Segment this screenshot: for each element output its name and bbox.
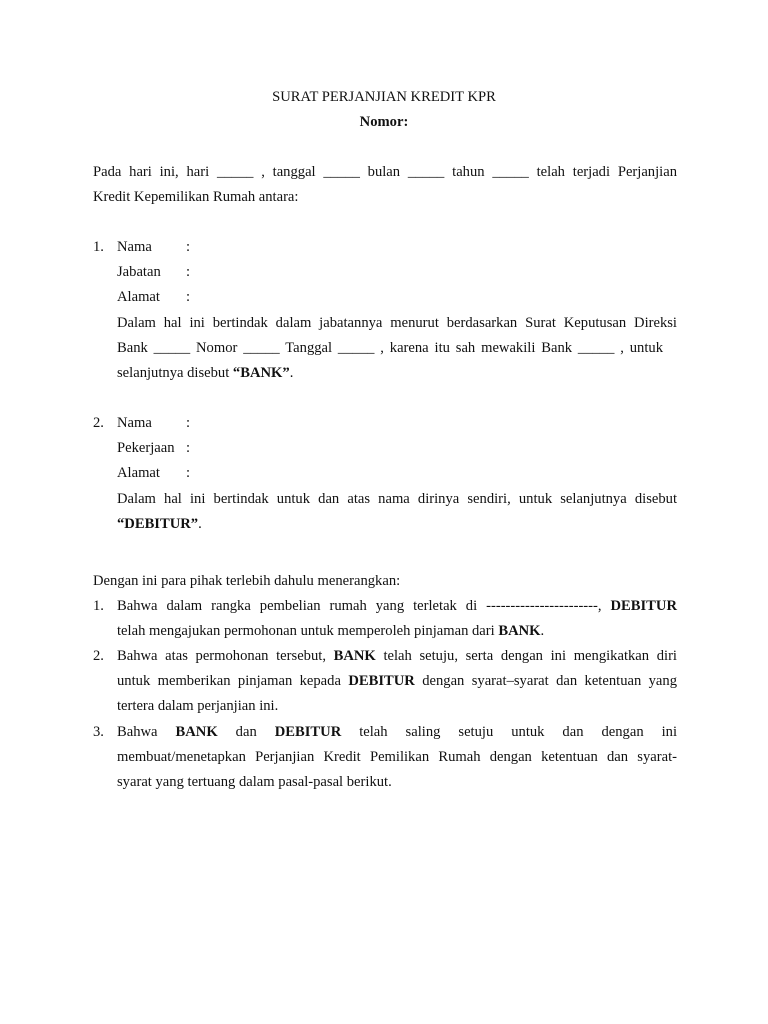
party1-nama-label: Nama <box>117 239 152 255</box>
debitur-term: “DEBITUR” <box>117 516 199 532</box>
party1-text-line-1: Dalam hal ini bertindak dalam jabatannya menurut berdasarkan Surat Keputusan Direksi <box>117 315 677 331</box>
document-title: SURAT PERJANJIAN KREDIT KPR <box>272 89 496 105</box>
item1-line-1: Bahwa dalam rangka pembelian rumah yang terletak di -----------------------, DEBITUR <box>117 598 677 614</box>
party1-number: 1. <box>93 239 104 255</box>
item1-line-2: telah mengajukan permohonan untuk memperoleh pinjaman dari BANK. <box>117 623 545 639</box>
party2-text-line-1: Dalam hal ini bertindak untuk dan atas nama dirinya sendiri, untuk selanjutnya disebut <box>117 491 677 507</box>
document-number: Nomor: <box>359 114 409 130</box>
party2-number: 2. <box>93 415 104 431</box>
intro-line-2: Kredit Kepemilikan Rumah antara: <box>93 189 299 205</box>
party2-nama-colon: : <box>186 415 191 431</box>
bank-term: “BANK” <box>232 365 290 381</box>
party2-pekerjaan-colon: : <box>186 440 191 456</box>
item2-line-2: untuk memberikan pinjaman kepada DEBITUR dengan syarat–syarat dan ketentuan yang <box>117 673 678 689</box>
preamble: Dengan ini para pihak terlebih dahulu menerangkan: <box>93 573 401 589</box>
party1-alamat-label: Alamat <box>117 289 160 305</box>
item3-line-1: Bahwa BANK dan DEBITUR telah saling setuju untuk dan dengan ini <box>117 724 678 740</box>
party2-alamat-colon: : <box>186 465 191 481</box>
party1-jabatan-label: Jabatan <box>117 264 161 280</box>
party1-jabatan-colon: : <box>186 264 191 280</box>
item2-number: 2. <box>93 648 104 664</box>
party2-pekerjaan-label: Pekerjaan <box>117 440 175 456</box>
item3-line-2: membuat/menetapkan Perjanjian Kredit Pemilikan Rumah dengan ketentuan dan syarat- <box>117 749 677 765</box>
item2-line-3: tertera dalam perjanjian ini. <box>117 698 279 714</box>
item3-number: 3. <box>93 724 104 740</box>
item2-line-1: Bahwa atas permohonan tersebut, BANK telah setuju, serta dengan ini mengikatkan diri <box>117 648 677 664</box>
party1-text-line-3: selanjutnya disebut “BANK”. <box>117 365 294 381</box>
party1-alamat-colon: : <box>186 289 191 305</box>
intro-line-1: Pada hari ini, hari _____ , tanggal _____ bulan _____ tahun _____ telah terjadi Perjanjian <box>93 164 677 180</box>
party2-alamat-label: Alamat <box>117 465 160 481</box>
item3-line-3: syarat yang tertuang dalam pasal-pasal berikut. <box>117 774 392 790</box>
party1-nama-colon: : <box>186 239 191 255</box>
party2-nama-label: Nama <box>117 415 152 431</box>
party2-text-line-2: “DEBITUR”. <box>117 516 202 532</box>
party1-text-line-2: Bank _____ Nomor _____ Tanggal _____ , karena itu sah mewakili Bank _____ , untuk <box>117 340 663 356</box>
item1-number: 1. <box>93 598 104 614</box>
